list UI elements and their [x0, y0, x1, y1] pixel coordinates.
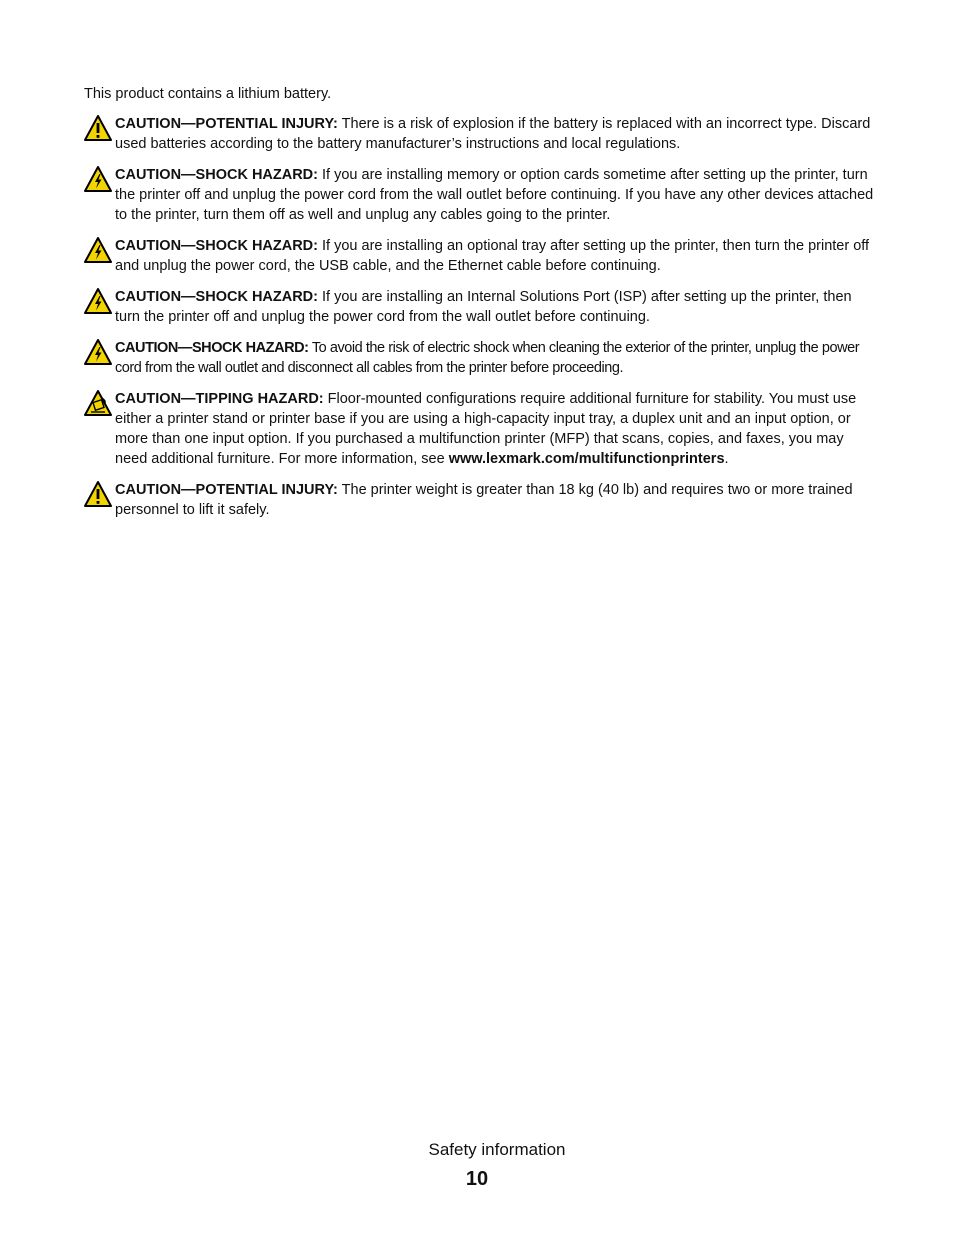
- caution-label: CAUTION—SHOCK HAZARD:: [115, 340, 309, 356]
- shock-hazard-icon: [84, 338, 112, 366]
- caution-battery-explosion: [84, 114, 874, 154]
- caution-text-end: .: [724, 451, 729, 467]
- caution-label: CAUTION—POTENTIAL INJURY:: [115, 482, 338, 498]
- footer-section-title: [0, 1139, 954, 1161]
- caution-text: Floor-mounted configurations require additional furniture for stability. You must use either a printer stand or printer base if you are using a high-capacity input tray, a duplex unit and an input option, or more than one input option. If you purchased a multifunction printer (MFP) that scans, copies, and faxes, you may need additional furniture. For more information, see: [115, 391, 857, 467]
- caution-label: CAUTION—SHOCK HAZARD:: [115, 289, 318, 305]
- shock-hazard-icon: [84, 236, 112, 264]
- caution-text: If you are installing memory or option cards sometime after setting up the printer, turn the printer off and unplug the power cord from the wall outlet before continuing. If you have any other devices attached to the printer, turn them off as well and unplug any cables going to the printer.: [115, 167, 874, 223]
- caution-text: If you are installing an Internal Solutions Port (ISP) after setting up the printer, then turn the printer off and unplug the power cord from the wall outlet before continuing.: [115, 289, 852, 325]
- caution-shock-optional-tray: [84, 236, 874, 276]
- page-number: 10: [465, 1168, 489, 1190]
- intro-text: This product contains a lithium battery.: [84, 86, 332, 102]
- section-title-text: Safety information: [428, 1140, 566, 1159]
- caution-label: CAUTION—POTENTIAL INJURY:: [115, 116, 338, 132]
- warning-triangle-icon: [84, 114, 112, 142]
- caution-shock-memory-cards: [84, 165, 874, 225]
- caution-shock-isp: [84, 287, 874, 327]
- shock-hazard-icon: [84, 287, 112, 315]
- caution-list: [84, 114, 874, 531]
- caution-text: If you are installing an optional tray after setting up the printer, then turn the printer off and unplug the power cord, the USB cable, and the Ethernet cable before continuing.: [115, 238, 870, 274]
- caution-shock-cleaning: [84, 338, 874, 378]
- tipping-hazard-icon: [84, 389, 112, 417]
- shock-hazard-icon: [84, 165, 112, 193]
- caution-label: CAUTION—TIPPING HAZARD:: [115, 391, 324, 407]
- caution-text: To avoid the risk of electric shock when cleaning the exterior of the printer, unplug the power cord from the wall outlet and disconnect all cables from the printer before proceeding.: [115, 340, 860, 376]
- caution-text: There is a risk of explosion if the battery is replaced with an incorrect type. Discard used batteries according to the battery manufacturer’s instructions and local regulations.: [115, 116, 871, 152]
- caution-label: CAUTION—SHOCK HAZARD:: [115, 238, 318, 254]
- lexmark-mfp-link[interactable]: www.lexmark.com/multifunctionprinters: [448, 451, 725, 467]
- caution-tipping: [84, 389, 874, 469]
- caution-text: The printer weight is greater than 18 kg (40 lb) and requires two or more trained personnel to lift it safely.: [115, 482, 853, 518]
- caution-label: CAUTION—SHOCK HAZARD:: [115, 167, 318, 183]
- warning-triangle-icon: [84, 480, 112, 508]
- caution-printer-weight: [84, 480, 874, 520]
